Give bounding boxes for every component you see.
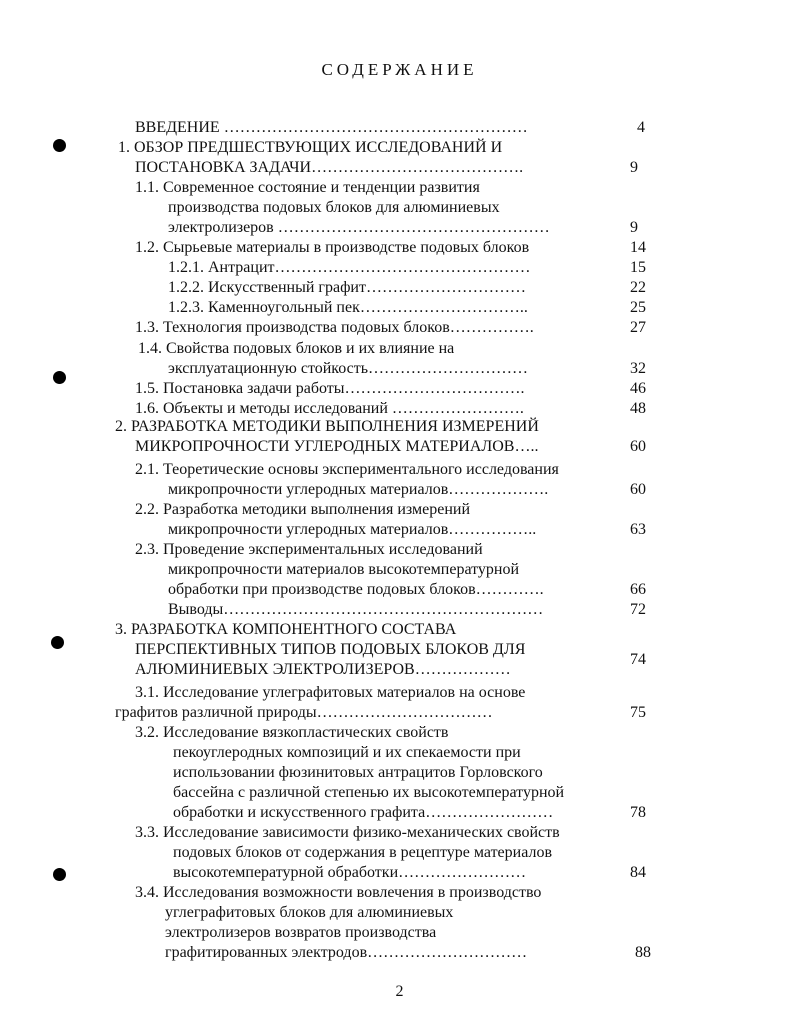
toc-section-2-3-cont: обработки при производстве подовых блоков…………. xyxy=(168,581,544,598)
toc-page-number: 66 xyxy=(630,581,646,598)
toc-section-2-3-cont: микропрочности материалов высокотемпературной xyxy=(168,561,520,578)
toc-page-number: 4 xyxy=(637,119,645,136)
toc-page-number: 60 xyxy=(630,481,646,498)
toc-section-3-1: 3.1. Исследование углеграфитовых материалов на основе xyxy=(135,684,526,701)
toc-section-1-3: 1.3. Технология производства подовых блоков……………. xyxy=(135,319,534,336)
page-number: 2 xyxy=(395,983,404,1000)
toc-page-number: 74 xyxy=(630,651,646,668)
toc-chapter-3-cont: АЛЮМИНИЕВЫХ ЭЛЕКТРОЛИЗЕРОВ……………… xyxy=(135,661,511,678)
toc-section-1-1: 1.1. Современное состояние и тенденции развития xyxy=(135,179,480,196)
toc-section-3-3-cont: подовых блоков от содержания в рецептуре материалов xyxy=(173,844,552,861)
toc-section-3-2-cont: бассейна с различной степенью их высокотемпературной xyxy=(173,784,565,801)
toc-section-1-1-cont: производства подовых блоков для алюминиевых xyxy=(168,199,500,216)
toc-subsection-1-2-3: 1.2.3. Каменноугольный пек………………………….. xyxy=(168,299,528,316)
toc-page-number: 78 xyxy=(630,804,646,821)
toc-section-1-4: 1.4. Свойства подовых блоков и их влияние на xyxy=(138,340,455,357)
toc-conclusions: Выводы…………………………………………………… xyxy=(168,601,544,618)
toc-page-number: 75 xyxy=(630,704,646,721)
toc-section-3-4-cont: графитированных электродов………………………… xyxy=(165,944,528,961)
toc-entry-introduction: ВВЕДЕНИЕ ………………………………………………… xyxy=(135,119,528,136)
toc-section-1-4-cont: эксплуатационную стойкость………………………… xyxy=(168,360,529,377)
toc-section-1-6: 1.6. Объекты и методы исследований ……………………. xyxy=(135,400,524,417)
binder-hole-dot xyxy=(53,139,66,152)
toc-page-number: 60 xyxy=(630,438,646,455)
toc-page-number: 25 xyxy=(630,299,646,316)
toc-section-3-3-cont: высокотемпературной обработки…………………… xyxy=(173,864,527,881)
toc-section-3-4: 3.4. Исследования возможности вовлечения в производство xyxy=(135,884,542,901)
toc-page-number: 15 xyxy=(630,259,646,276)
toc-section-3-3: 3.3. Исследование зависимости физико-механических свойств xyxy=(135,824,560,841)
toc-page-number: 14 xyxy=(630,239,646,256)
toc-section-3-1-cont: графитов различной природы…………………………… xyxy=(115,704,493,721)
toc-chapter-3: 3. РАЗРАБОТКА КОМПОНЕНТНОГО СОСТАВА xyxy=(115,621,457,638)
toc-section-2-3: 2.3. Проведение экспериментальных исследований xyxy=(135,541,483,558)
page-title: СОДЕРЖАНИЕ xyxy=(321,60,478,79)
toc-subsection-1-2-2: 1.2.2. Искусственный графит………………………… xyxy=(168,279,526,296)
toc-section-2-2-cont: микропрочности углеродных материалов…………….. xyxy=(168,521,537,538)
toc-chapter-1-cont: ПОСТАНОВКА ЗАДАЧИ…………………………………. xyxy=(135,159,524,176)
toc-page-number: 46 xyxy=(630,380,646,397)
toc-section-1-2: 1.2. Сырьевые материалы в производстве подовых блоков xyxy=(135,239,530,256)
toc-page-number: 9 xyxy=(630,219,638,236)
toc-section-2-1: 2.1. Теоретические основы экспериментального исследования xyxy=(135,461,559,478)
toc-page-number: 63 xyxy=(630,521,646,538)
toc-page-number: 48 xyxy=(630,400,646,417)
toc-page-number: 22 xyxy=(630,279,646,296)
binder-hole-dot xyxy=(51,636,64,649)
toc-section-3-2-cont: пекоуглеродных композиций и их спекаемости при xyxy=(173,744,521,761)
toc-chapter-1: 1. ОБЗОР ПРЕДШЕСТВУЮЩИХ ИССЛЕДОВАНИЙ И xyxy=(118,139,503,156)
toc-page-number: 32 xyxy=(630,360,646,377)
toc-section-3-2-cont: обработки и искусственного графита…………………… xyxy=(173,804,554,821)
toc-chapter-3-cont: ПЕРСПЕКТИВНЫХ ТИПОВ ПОДОВЫХ БЛОКОВ ДЛЯ xyxy=(135,641,526,658)
toc-page-number: 9 xyxy=(630,159,638,176)
toc-page-number: 84 xyxy=(630,864,646,881)
toc-section-3-4-cont: электролизеров возвратов производства xyxy=(165,924,437,941)
toc-section-1-5: 1.5. Постановка задачи работы……………………………. xyxy=(135,380,525,397)
toc-section-3-2-cont: использовании фюзинитовых антрацитов Горловского xyxy=(173,764,543,781)
toc-page-number: 27 xyxy=(630,319,646,336)
binder-hole-dot xyxy=(53,868,66,881)
toc-page-number: 72 xyxy=(630,601,646,618)
toc-section-3-4-cont: углеграфитовых блоков для алюминиевых xyxy=(165,904,454,921)
toc-subsection-1-2-1: 1.2.1. Антрацит………………………………………… xyxy=(168,259,531,276)
toc-section-1-1-cont: электролизеров …………………………………………… xyxy=(168,219,550,236)
toc-section-3-2: 3.2. Исследование вязкопластических свойств xyxy=(135,724,449,741)
toc-page-number: 88 xyxy=(635,944,651,961)
toc-section-2-1-cont: микропрочности углеродных материалов………………. xyxy=(168,481,549,498)
toc-chapter-2-cont: МИКРОПРОЧНОСТИ УГЛЕРОДНЫХ МАТЕРИАЛОВ….. xyxy=(135,438,539,455)
binder-hole-dot xyxy=(53,371,66,384)
toc-section-2-2: 2.2. Разработка методики выполнения измерений xyxy=(135,501,471,518)
toc-chapter-2: 2. РАЗРАБОТКА МЕТОДИКИ ВЫПОЛНЕНИЯ ИЗМЕРЕНИЙ xyxy=(115,418,539,435)
